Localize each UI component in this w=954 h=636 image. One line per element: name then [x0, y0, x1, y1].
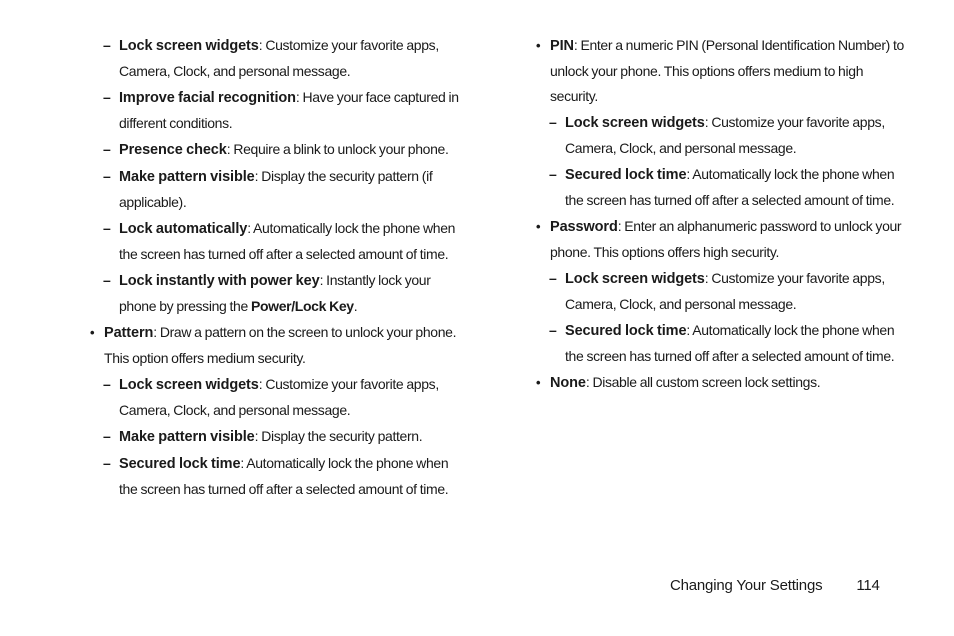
option-term: Lock screen widgets	[565, 271, 705, 287]
bullet-mark: •	[536, 38, 541, 53]
dash-mark: –	[549, 166, 557, 182]
option-description: : Customize your favorite apps, Camera, Clock, and personal message.	[565, 114, 885, 156]
dash-mark: –	[103, 272, 111, 288]
sub-item	[534, 318, 904, 369]
dash-mark: –	[103, 428, 111, 444]
dash-mark: –	[103, 89, 111, 105]
option-term: None	[550, 375, 586, 391]
option-term: Lock screen widgets	[565, 115, 705, 131]
option-term: Make pattern visible	[119, 169, 255, 185]
dash-mark: –	[103, 220, 111, 236]
bullet-mark: •	[90, 325, 95, 340]
option-term: Lock instantly with power key	[119, 273, 320, 289]
option-description: : Have your face captured in different conditions.	[119, 89, 459, 131]
option-description: : Automatically lock the phone when the screen has turned off after a selected amount of time.	[565, 322, 895, 364]
sub-item	[88, 164, 468, 215]
option-term: Presence check	[119, 142, 227, 158]
option-term: Improve facial recognition	[119, 90, 296, 106]
sub-item	[88, 33, 468, 84]
right-column	[534, 32, 904, 396]
option-term: Lock automatically	[119, 221, 248, 237]
bullet-item	[534, 214, 904, 265]
sub-item	[88, 85, 468, 136]
bullet-item	[534, 370, 904, 396]
key-name: Power/Lock Key	[250, 298, 354, 314]
dash-mark: –	[549, 270, 557, 286]
option-term: Pattern	[104, 325, 154, 341]
sub-item	[534, 110, 904, 161]
option-description: : Customize your favorite apps, Camera, Clock, and personal message.	[119, 376, 439, 418]
sub-item	[88, 372, 468, 423]
option-term: Secured lock time	[565, 323, 687, 339]
option-description: : Disable all custom screen lock settings.	[585, 374, 821, 390]
option-description: : Enter an alphanumeric password to unlock your phone. This options offers high security.	[550, 218, 902, 260]
option-description: : Automatically lock the phone when the screen has turned off after a selected amount of time.	[119, 220, 456, 262]
option-term: PIN	[550, 38, 574, 54]
dash-mark: –	[549, 322, 557, 338]
sub-item	[534, 162, 904, 213]
option-description: : Automatically lock the phone when the screen has turned off after a selected amount of time.	[119, 455, 449, 497]
option-description: : Instantly lock your phone by pressing the	[119, 272, 431, 314]
bullet-mark: •	[536, 219, 541, 234]
option-term: Secured lock time	[565, 167, 687, 183]
option-term: Lock screen widgets	[119, 377, 259, 393]
option-description: : Customize your favorite apps, Camera, Clock, and personal message.	[565, 270, 885, 312]
option-term: Password	[550, 219, 618, 235]
option-description: : Require a blink to unlock your phone.	[226, 141, 449, 157]
sub-item	[534, 266, 904, 317]
option-description: : Enter a numeric PIN (Personal Identification Number) to unlock your phone. This options offers medium to high security.	[550, 37, 904, 104]
bullet-item	[534, 33, 904, 109]
dash-mark: –	[103, 141, 111, 157]
bullet-item	[88, 320, 468, 371]
sub-item	[88, 268, 468, 319]
footer-section-title: Changing Your Settings	[670, 577, 823, 594]
sentence-end: .	[353, 298, 358, 314]
dash-mark: –	[103, 37, 111, 53]
dash-mark: –	[103, 376, 111, 392]
bullet-mark: •	[536, 375, 541, 390]
page-footer	[670, 577, 880, 594]
left-column	[88, 32, 468, 502]
dash-mark: –	[103, 168, 111, 184]
sub-item	[88, 216, 468, 267]
sub-item	[88, 424, 468, 450]
option-description: : Display the security pattern (if applicable).	[119, 168, 433, 210]
dash-mark: –	[103, 455, 111, 471]
option-term: Lock screen widgets	[119, 38, 259, 54]
sub-item	[88, 451, 468, 502]
option-description: : Draw a pattern on the screen to unlock your phone. This option offers medium security.	[104, 324, 457, 366]
option-term: Secured lock time	[119, 456, 241, 472]
option-description: : Display the security pattern.	[254, 428, 423, 444]
option-description: : Customize your favorite apps, Camera, Clock, and personal message.	[119, 37, 439, 79]
sub-item	[88, 137, 468, 163]
option-term: Make pattern visible	[119, 429, 255, 445]
dash-mark: –	[549, 114, 557, 130]
page-number: 114	[856, 577, 880, 594]
option-description: : Automatically lock the phone when the screen has turned off after a selected amount of time.	[565, 166, 895, 208]
